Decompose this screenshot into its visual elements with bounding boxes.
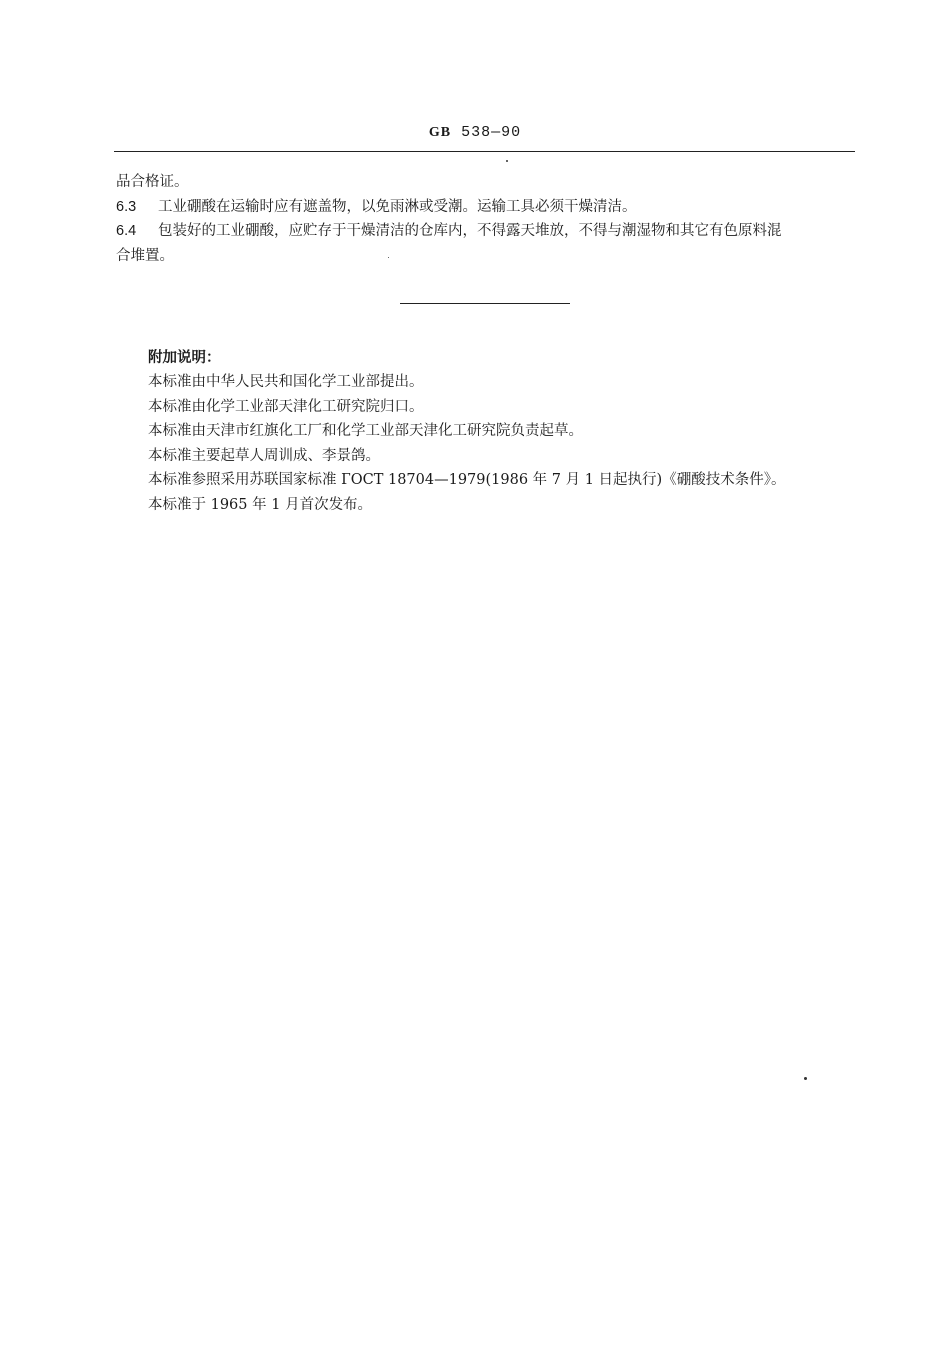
note-item: 本标准主要起草人周训成、李景鸽。: [148, 448, 380, 464]
scan-speck: [506, 160, 508, 162]
header-rule: [114, 151, 855, 152]
clause-6-4-continuation: 合堆置。: [116, 248, 174, 264]
scan-speck: [388, 257, 389, 258]
clause-number: 6.4: [116, 223, 137, 239]
clause-text: 包装好的工业硼酸，应贮存于干燥清洁的仓库内，不得露天堆放，不得与潮湿物和其它有色原料混: [158, 223, 782, 239]
page-header: [0, 124, 950, 141]
clause-6-3: [116, 197, 637, 217]
note-item: 本标准由中华人民共和国化学工业部提出。: [148, 374, 424, 390]
clause-6-4: [116, 221, 782, 241]
standard-prefix: GB: [428, 125, 452, 140]
note-item: 本标准参照采用苏联国家标准 ГОСТ 18704—1979(1986 年 7 月 1 日起执行)《硼酸技术条件》。: [148, 472, 786, 488]
section-divider: [400, 303, 570, 304]
clause-number: 6.3: [116, 199, 137, 215]
scan-speck: [804, 1077, 807, 1080]
note-item: 本标准由天津市红旗化工厂和化学工业部天津化工研究院负责起草。: [148, 423, 583, 439]
note-item: 本标准由化学工业部天津化工研究院归口。: [148, 399, 424, 415]
note-item: 本标准于 1965 年 1 月首次发布。: [148, 497, 373, 513]
standard-number: 538—90: [461, 124, 522, 141]
additional-notes-title: 附加说明：: [148, 350, 221, 366]
body-line-continuation: 品合格证。: [116, 174, 189, 190]
clause-text: 工业硼酸在运输时应有遮盖物，以免雨淋或受潮。运输工具必须干燥清洁。: [158, 199, 637, 215]
